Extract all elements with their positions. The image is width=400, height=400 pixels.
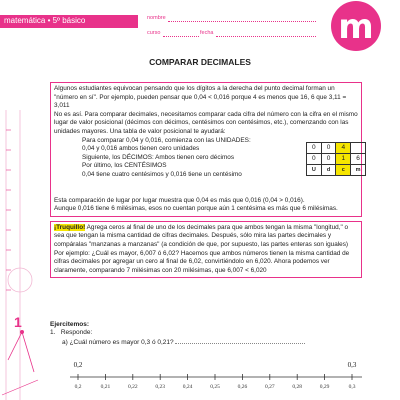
explanation-text: No es así. Para comparar decimales, necesitamos comparar cada cifra del número con la cifra en el mismo lugar de valor posicional (décimos con décimos, centésimos con centésimos, etc.), comenzando con las unidades mayores. Una tabla de valor posicional te ayudará: (54, 110, 358, 135)
number-line-tick-label: 0,2 (74, 384, 82, 390)
step-3: Siguiente, los DÉCIMOS: Ambos tienen cero décimos (82, 153, 235, 161)
name-label: nombre (147, 15, 166, 21)
number-line-tick-label: 0,25 (210, 384, 220, 390)
table-cell: 0 (307, 142, 322, 153)
table-cell: 0 (321, 153, 336, 164)
table-cell: 6 (351, 153, 366, 164)
page-title: COMPARAR DECIMALES (149, 57, 251, 67)
step-2: 0,04 y 0,016 ambos tienen cero unidades (82, 145, 200, 153)
table-cell: 0 (307, 153, 322, 164)
brand-logo (331, 1, 381, 51)
place-value-table (306, 142, 366, 182)
step-4: Por último, los CENTÉSIMOS (82, 162, 167, 170)
intro-box (50, 82, 362, 217)
number-line-svg (0, 352, 400, 400)
tip-text: Agrega ceros al final de uno de los decimales para que ambos tengan la misma "longitud," o sea que tengan la misma cantidad de cifras decimales. Después, sólo mira las partes decimales y compáralas "manzanas a manzanas" (a condición de que, por supuesto, las partes enteras son iguales) (54, 223, 349, 248)
number-line-figure (0, 352, 400, 400)
table-header: d (321, 164, 336, 175)
logo-letter: m (338, 7, 374, 47)
exercise-label: Responde: (60, 329, 93, 337)
exercise-item (50, 329, 362, 337)
number-line-tick-label: 0,3 (348, 384, 356, 390)
tip-example: Por ejemplo: ¿Cuál es mayor, 6,007 ó 6,02? Hacemos que ambos números tienen la misma cantidad de cifras decimales por agregar un cero al final de 6,02, convirtiéndolo en 6,020. Ahora podemos ver claramente, comparando 7 milésimas con 20 milésimas, que 6,007 < 6,020 (54, 249, 350, 274)
course-field[interactable] (163, 36, 199, 37)
table-cell-highlight: 1 (336, 153, 351, 164)
worksheet-header (0, 0, 400, 54)
course-label: curso (147, 30, 161, 36)
exercise-number: 1. (50, 329, 56, 337)
table-cell-highlight: 4 (336, 142, 351, 153)
table-header: U (307, 164, 322, 175)
table-cell (351, 142, 366, 153)
table-header-highlight: c (336, 164, 351, 175)
number-line-tick-label: 0,24 (182, 384, 193, 390)
intro-text: Algunos estudiantes equivocan pensando que los dígitos a la derecha del punto decimal forman un "número en sí". Por ejemplo, pueden pensar que 0,04 < 0,016 porque 4 es menos que 16, 6 que 3,11 = 3,011 (54, 85, 347, 110)
exercise-question-row (50, 338, 362, 347)
tip-label: ¡Truquillo! (54, 223, 86, 231)
number-line-major-label: 0,3 (347, 361, 357, 369)
note-text: Aunque 0,016 tiene 6 milésimas, esos no cuentan porque aún 1 centésima es más que 6 milésimas. (54, 205, 338, 213)
lesson-content (50, 82, 362, 278)
number-line-tick-label: 0,27 (264, 384, 275, 390)
number-line-tick-label: 0,22 (127, 384, 138, 390)
tip-box (50, 221, 362, 279)
step-5: 0,04 tiene cuatro centésimos y 0,016 tiene un centésimo (82, 170, 242, 178)
step-1: Para comparar 0,04 y 0,016, comienza con las UNIDADES: (82, 136, 251, 144)
place-value-section (54, 136, 361, 197)
table-cell: 0 (321, 142, 336, 153)
date-field[interactable] (216, 36, 316, 37)
conclusion-text: Esta comparación de lugar por lugar muestra que 0,04 es más que 0,016 (0,04 > 0,016). (54, 196, 305, 204)
number-line-tick-label: 0,26 (237, 384, 248, 390)
number-line-tick-label: 0,21 (100, 384, 111, 390)
exercises-section (50, 321, 362, 347)
number-line-tick-label: 0,23 (155, 384, 166, 390)
exercises-heading: Ejercitemos: (50, 321, 90, 328)
subject-label: matemática • 5º básico (4, 16, 86, 25)
page-number: 1 (14, 314, 22, 330)
table-header: m (351, 164, 366, 175)
number-line-tick-label: 0,29 (319, 384, 330, 390)
name-field[interactable] (168, 21, 316, 22)
date-label: fecha (200, 30, 214, 36)
exercise-question: a) ¿Cuál número es mayor 0,3 ó 0,21? (62, 338, 174, 346)
answer-field[interactable] (175, 338, 305, 344)
number-line-tick-label: 0,28 (292, 384, 303, 390)
tip-paragraph (54, 224, 358, 250)
number-line-major-label: 0,2 (73, 361, 83, 369)
